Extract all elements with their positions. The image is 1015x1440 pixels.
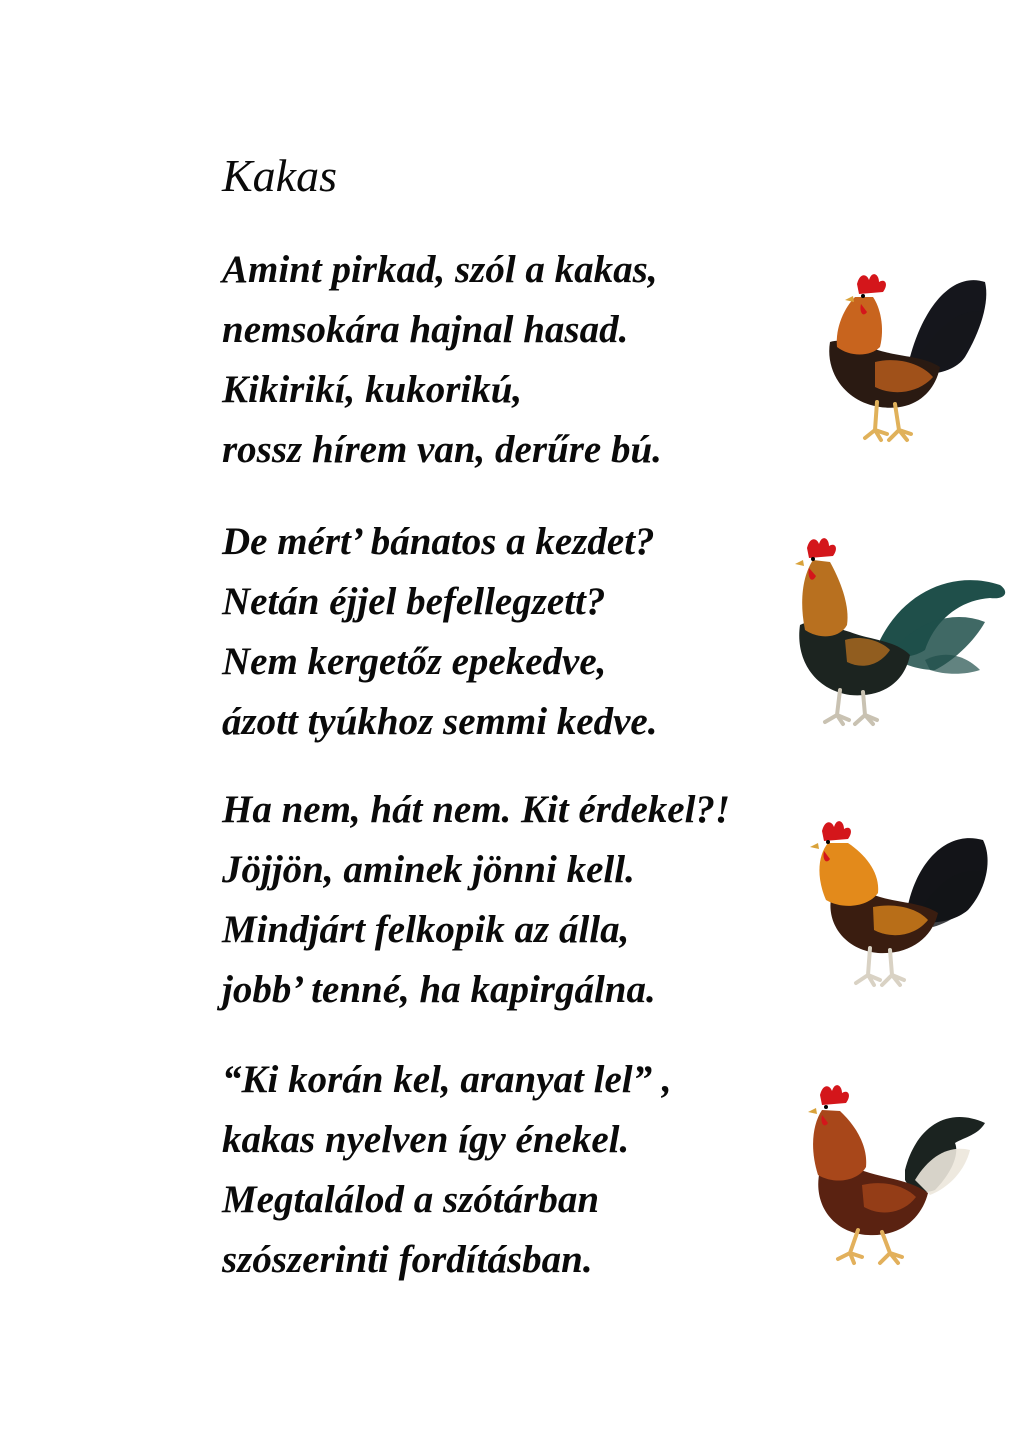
poem-line: nemsokára hajnal hasad. — [222, 308, 629, 351]
poem-line: Jöjjön, aminek jönni kell. — [222, 848, 635, 891]
poem-title: Kakas — [222, 150, 337, 201]
poem-line: Kikirikí, kukorikú, — [222, 368, 523, 411]
poem-line: Netán éjjel befellegzett? — [222, 580, 606, 623]
stanza-4 — [222, 1050, 672, 1290]
poem-line: Nem kergetőz epekedve, — [222, 640, 607, 683]
poem-line: rossz hírem van, derűre bú. — [222, 428, 662, 471]
rooster-icon — [815, 262, 995, 452]
poem-line: Ha nem, hát nem. Kit érdekel?! — [222, 788, 731, 831]
rooster-icon — [785, 530, 1015, 730]
poem-line: Amint pirkad, szól a kakas, — [222, 248, 658, 291]
poem-line: szószerinti fordításban. — [222, 1238, 593, 1281]
poem-line: kakas nyelven így énekel. — [222, 1118, 630, 1161]
rooster-icon — [808, 815, 998, 995]
poem-line: De mért’ bánatos a kezdet? — [222, 520, 655, 563]
poem-line: Mindjárt felkopik az álla, — [222, 908, 630, 951]
poem-line: “Ki korán kel, aranyat lel” , — [222, 1058, 672, 1101]
stanza-2 — [222, 512, 657, 752]
stanza-3 — [222, 780, 730, 1020]
poem-line: jobb’ tenné, ha kapirgálna. — [222, 968, 656, 1011]
poem-line: ázott tyúkhoz semmi kedve. — [222, 700, 658, 743]
poem-line: Megtalálod a szótárban — [222, 1178, 600, 1221]
rooster-icon — [800, 1075, 995, 1275]
stanza-1 — [222, 240, 662, 480]
